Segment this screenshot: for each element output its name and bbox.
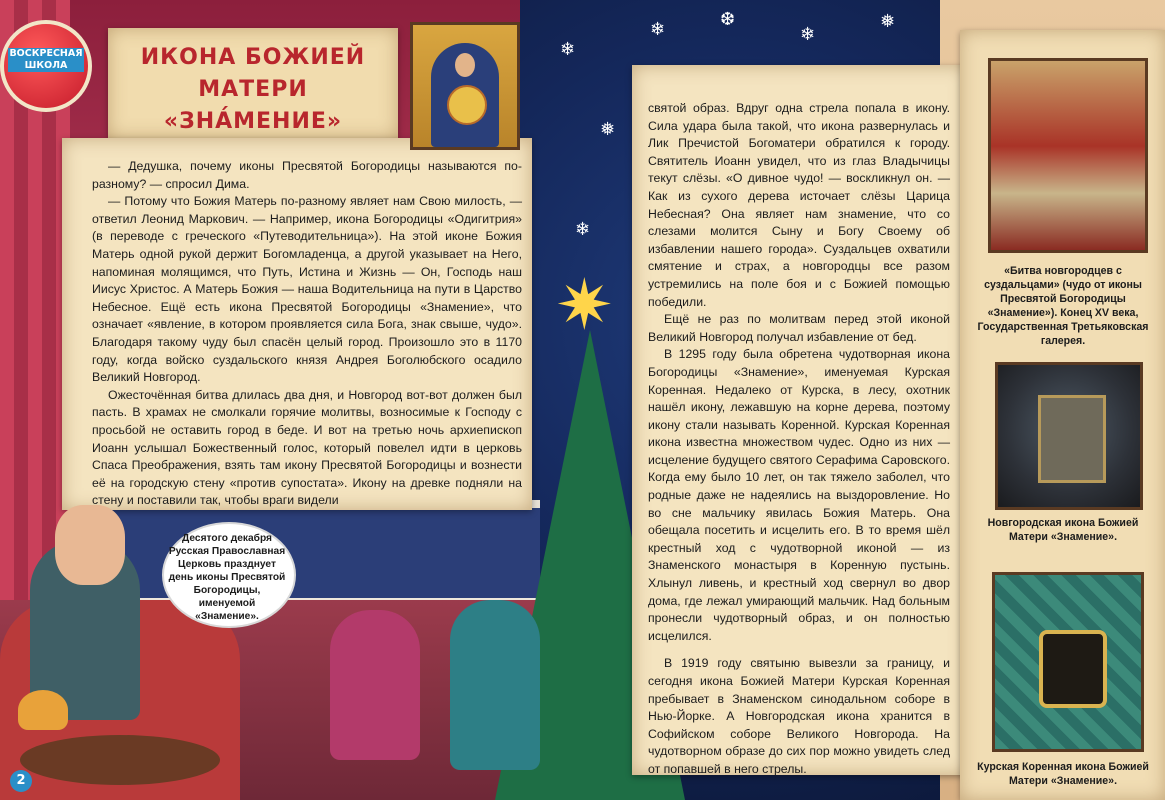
paragraph: В 1295 году была обретена чудотворная икона Богородицы «Знамение», именуемая Курская Коренная. Недалеко от Курска, в лесу, охотник нашёл икону, лежавшую на корне дерева, поэтому икону стали называть Коренной. Курская Коренная икона известна множеством чудес. Одно из них — исцеление будущего святого Серафима Саровского. Когда ему было 10 лет, он так тяжело заболел, что родные даже не надеялись на выздоровление. Но во сне мальчику явилась Божия Матерь. Она обещала посетить и исцелить его. В то время шёл крестный ход с чудотворной иконой — из Знаменского монастыря в Коренную пустынь. Хлынул ливень, и крестный ход свернул во двор дома, где лежал умирающий мальчик. Над больным пронесли чудотворный образ, и он полностью исцелился. <box>648 347 950 643</box>
snowflake-icon: ❄ <box>800 24 816 44</box>
middle-article-text <box>648 100 950 779</box>
title-line-1: ИКОНА БОЖИЕЙ <box>140 45 366 70</box>
paragraph: — Дедушка, почему иконы Пресвятой Богородицы называются по-разному? — спросил Дима. <box>92 159 522 191</box>
girl-figure <box>330 610 420 760</box>
paragraph: Ожесточённая битва длилась два дня, и Новгород вот-вот должен был пасть. В храмах не смолкали горячие молитвы, возносимые к Господу с просьбой не оставить город в беде. И вот на третью ночь архиепископ Иоанн услышал Божественный голос, который повелел идти в церковь Спаса Преображения, взять там икону Пресвятой Богородицы и вознести её на городскую стену «против супостата». Икону на древке подняли на стену и поставили так, чтобы враги видели <box>92 387 522 508</box>
page-title <box>118 42 388 138</box>
caption-kursk: Курская Коренная икона Божией Матери «Знамение». <box>977 761 1149 787</box>
boy-figure <box>450 600 540 770</box>
speech-bubble-text: Десятого декабря Русская Православная Церковь празднует день иконы Пресвятой Богородицы, именуемой «Знамение». <box>168 533 286 622</box>
side-table <box>20 735 220 785</box>
snowflake-icon: ❄ <box>650 19 666 39</box>
window <box>70 500 540 608</box>
icon-medallion <box>447 85 487 125</box>
snowflake-icon: ❅ <box>600 119 616 139</box>
novgorod-icon-image <box>995 362 1143 510</box>
paragraph: В 1919 году святыню вывезли за границу, и сегодня икона Божией Матери Курская Коренная пребывает в Знаменском синодальном соборе в Нью-Йорке. А Новгородская икона хранится в Софийском соборе Великого Новгорода. На чудотворном образе до сих пор можно увидеть след от попавшей в него стрелы. <box>648 656 950 776</box>
grandfather-head <box>55 505 125 585</box>
badge-label <box>4 48 88 72</box>
lamp-icon <box>18 690 68 730</box>
caption-battle: «Битва новгородцев с суздальцами» (чудо от иконы Пресвятой Богородицы «Знамение»). Конец XV века, Государственная Третьяковская галерея. <box>977 265 1149 347</box>
snowflake-icon: ❄ <box>575 219 591 239</box>
snowflake-icon: ❅ <box>880 11 896 31</box>
icon-center-panel <box>1039 630 1107 708</box>
tree-star-icon: ✷ <box>555 266 614 344</box>
title-line-2: МАТЕРИ «ЗНА́МЕНИЕ» <box>163 77 343 134</box>
page-number: 2 <box>10 770 32 792</box>
icon-inner-panel <box>1038 395 1106 483</box>
znamenie-icon-image <box>410 22 520 150</box>
paragraph: святой образ. Вдруг одна стрела попала в икону. Сила удара была такой, что икона развернулась и Лик Пречистой Богоматери обратился к городу. Святитель Иоанн увидел, что из глаз Владычицы текут слёзы. «О дивное чудо! — воскликнул он. — Как из сухого дерева источает слёзы Царица Небесная? Она являет нам знамение, что со слезами молится Сыну и Богу Своему об избавлении нашего города». Суздальцев охватили смятение и страх, а новгородцы все разом устремились на поле боя и с Божией помощью победили. <box>648 101 950 309</box>
snowflake-icon: ❄ <box>560 39 576 59</box>
paragraph: — Потому что Божия Матерь по-разному являет нам Свою милость, — ответил Леонид Маркович. — Например, икона Богородицы «Одигитрия» (в переводе с греческого «Путеводительница»). На этой иконе Божия Матерь одной рукой держит Богомладенца, а другой указывает на Него, напоминая молящимся, что Путь, Истина и Жизнь — Он, Господь наш Иисус Христос. А Матерь Божия — наша Водительница на пути в Царство Небесное. Ещё есть икона Пресвятой Богородицы «Знамение», что означает «явление, в котором проявляется сила Бога, знак свыше, чудо». Благодаря такому чуду был спасён целый город. Произошло это в 1170 году, когда войско суздальского князя Андрея Боголюбского осадило Великий Новгород. <box>92 194 522 385</box>
battle-icon-image <box>988 58 1148 253</box>
kursk-icon-image <box>992 572 1144 752</box>
badge-line-2: ШКОЛА <box>8 60 84 72</box>
badge-line-1: ВОСКРЕСНАЯ <box>9 48 83 59</box>
caption-novgorod: Новгородская икона Божией Матери «Знамение». <box>987 517 1139 543</box>
paragraph: Ещё не раз по молитвам перед этой иконой Великий Новгород получал избавление от бед. <box>648 312 950 344</box>
left-article-text <box>92 158 522 510</box>
icon-face <box>455 53 475 77</box>
snowflake-icon: ❆ <box>720 9 736 29</box>
